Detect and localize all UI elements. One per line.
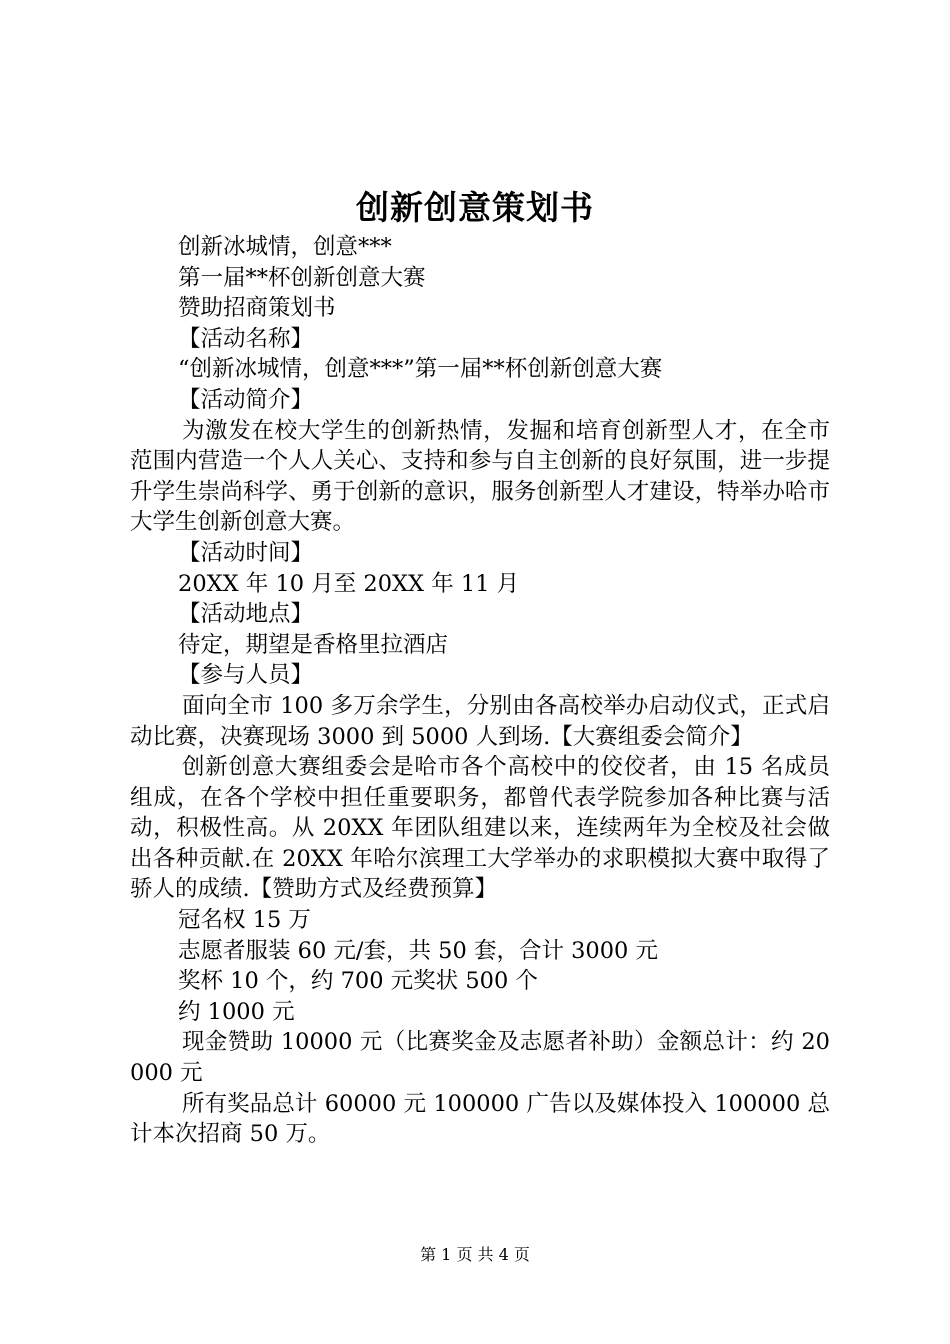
intro-paragraph: 为激发在校大学生的创新热情，发掘和培育创新型人才，在全市范围内营造一个人人关心、支持和参与自主创新的良好氛围，进一步提升学生崇尚科学、勇于创新的意识，服务创新型人才建设，特举办哈市大学生创新创意大赛。 [130, 417, 830, 536]
document-title: 创新创意策划书 [356, 188, 594, 227]
subtitle-line: 赞助招商策划书 [178, 295, 336, 322]
section-heading-location: 【活动地点】 [178, 601, 314, 628]
budget-naming-rights: 冠名权 15 万 [178, 907, 311, 934]
budget-trophies-cost: 约 1000 元 [178, 998, 295, 1025]
document-body [130, 232, 830, 1150]
section-heading-name: 【活动名称】 [178, 325, 314, 352]
section-heading-intro: 【活动简介】 [178, 386, 314, 413]
cash-sponsorship-paragraph: 现金赞助 10000 元（比赛奖金及志愿者补助）金额总计：约 20000 元 [130, 1029, 830, 1087]
committee-paragraph: 创新创意大赛组委会是哈市各个高校中的佼佼者，由 15 名成员组成，在各个学校中担任重要职务，都曾代表学院参加各种比赛与活动，积极性高。从 20XX 年团队组建以来，连续两年为全校及社会做出各种贡献.在 20XX 年哈尔滨理工大学举办的求职模拟大赛中取得了骄人的成绩.【赞助方式及经费预算】 [130, 754, 830, 903]
contest-name-line: 第一届**杯创新创意大赛 [178, 264, 426, 291]
total-paragraph: 所有奖品总计 60000 元 100000 广告以及媒体投入 100000 总计本次招商 50 万。 [130, 1090, 830, 1148]
slogan-line: 创新冰城情，创意*** [178, 234, 392, 260]
activity-time-text: 20XX 年 10 月至 20XX 年 11 月 [178, 570, 520, 597]
budget-trophies: 奖杯 10 个，约 700 元奖状 500 个 [178, 968, 538, 995]
section-heading-participants: 【参与人员】 [178, 662, 314, 689]
budget-volunteer-clothing: 志愿者服装 60 元/套，共 50 套，合计 3000 元 [178, 937, 659, 964]
activity-name-text: “创新冰城情，创意***”第一届**杯创新创意大赛 [178, 356, 663, 383]
activity-location-text: 待定，期望是香格里拉酒店 [178, 631, 449, 658]
section-heading-time: 【活动时间】 [178, 539, 314, 566]
participants-paragraph: 面向全市 100 多万余学生，分别由各高校举办启动仪式，正式启动比赛，决赛现场 3000 到 5000 人到场.【大赛组委会简介】 [130, 692, 830, 750]
page-footer: 第 1 页 共 4 页 [420, 1245, 530, 1264]
